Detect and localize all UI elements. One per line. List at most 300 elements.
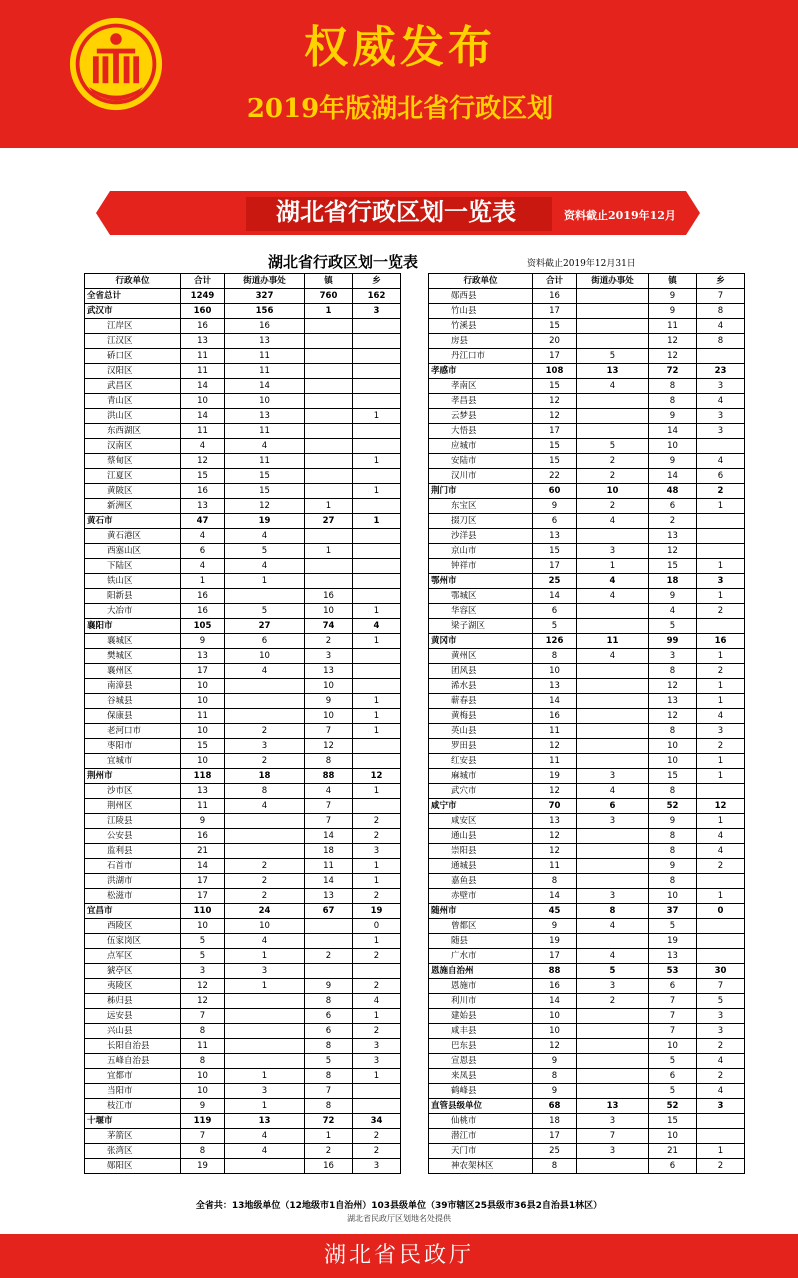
cell-name: 麻城市 <box>429 769 533 784</box>
cell-town: 52 <box>649 799 697 814</box>
cell-town: 1 <box>305 1129 353 1144</box>
cell-street: 1 <box>577 559 649 574</box>
cell-street <box>225 1024 305 1039</box>
cell-street: 1 <box>225 949 305 964</box>
cell-town: 7 <box>305 1084 353 1099</box>
cell-town: 2 <box>305 949 353 964</box>
cell-street <box>577 1069 649 1084</box>
table-left <box>84 273 401 1174</box>
cell-street: 3 <box>577 889 649 904</box>
cell-street <box>225 679 305 694</box>
cell-total: 110 <box>181 904 225 919</box>
table-row <box>429 424 745 439</box>
cell-street <box>225 1009 305 1024</box>
table-row <box>429 1009 745 1024</box>
cell-town <box>305 559 353 574</box>
table-row <box>85 1024 401 1039</box>
table-row <box>429 739 745 754</box>
cell-street: 3 <box>225 739 305 754</box>
table-row <box>85 874 401 889</box>
cell-name: 恩施市 <box>429 979 533 994</box>
cell-name: 襄阳市 <box>85 619 181 634</box>
cell-street <box>225 1039 305 1054</box>
cell-town: 6 <box>305 1009 353 1024</box>
cell-township: 1 <box>353 874 401 889</box>
cell-total: 5 <box>181 949 225 964</box>
cell-township: 12 <box>353 769 401 784</box>
cell-township <box>697 874 745 889</box>
table-row <box>429 709 745 724</box>
cell-name: 黄州区 <box>429 649 533 664</box>
cell-town: 10 <box>649 739 697 754</box>
cell-town: 8 <box>305 994 353 1009</box>
cell-town <box>305 439 353 454</box>
cell-town: 8 <box>305 1099 353 1114</box>
table-row <box>85 1099 401 1114</box>
cell-name: 秭归县 <box>85 994 181 1009</box>
cell-total: 11 <box>181 709 225 724</box>
cell-street: 4 <box>225 799 305 814</box>
cell-total: 10 <box>181 724 225 739</box>
cell-name: 竹溪县 <box>429 319 533 334</box>
cell-name: 孝昌县 <box>429 394 533 409</box>
cell-street: 10 <box>577 484 649 499</box>
cell-town: 10 <box>649 1129 697 1144</box>
table-row <box>85 679 401 694</box>
table-row <box>85 859 401 874</box>
cell-town: 99 <box>649 634 697 649</box>
table-row <box>429 679 745 694</box>
cell-town: 7 <box>649 994 697 1009</box>
cell-township <box>353 574 401 589</box>
cell-street <box>577 604 649 619</box>
cell-town <box>305 424 353 439</box>
cell-town: 13 <box>305 664 353 679</box>
cell-name: 伍家岗区 <box>85 934 181 949</box>
cell-total: 88 <box>533 964 577 979</box>
table-row <box>429 904 745 919</box>
table-row <box>429 649 745 664</box>
cell-total: 11 <box>181 1039 225 1054</box>
table-row <box>85 499 401 514</box>
cell-township: 2 <box>353 829 401 844</box>
cell-town <box>305 379 353 394</box>
cell-township <box>697 949 745 964</box>
cell-total: 16 <box>533 709 577 724</box>
cell-township: 16 <box>697 634 745 649</box>
cell-township <box>353 379 401 394</box>
cell-town: 9 <box>305 694 353 709</box>
cell-street: 4 <box>577 574 649 589</box>
cell-town: 19 <box>649 934 697 949</box>
cell-town: 7 <box>305 724 353 739</box>
cell-street: 10 <box>225 394 305 409</box>
cell-name: 红安县 <box>429 754 533 769</box>
table-row <box>429 979 745 994</box>
cell-name: 张湾区 <box>85 1144 181 1159</box>
cell-township <box>697 1129 745 1144</box>
cell-total: 12 <box>181 979 225 994</box>
banner-title: 湖北省行政区划一览表 <box>276 197 516 226</box>
cell-township <box>353 754 401 769</box>
table-row <box>429 589 745 604</box>
cell-township <box>697 784 745 799</box>
cell-name: 江夏区 <box>85 469 181 484</box>
cell-township: 1 <box>353 484 401 499</box>
cell-total: 5 <box>533 619 577 634</box>
cell-town: 67 <box>305 904 353 919</box>
cell-township: 4 <box>697 844 745 859</box>
cell-name: 宣恩县 <box>429 1054 533 1069</box>
cell-street: 4 <box>577 589 649 604</box>
cell-street: 6 <box>225 634 305 649</box>
cell-street: 8 <box>225 784 305 799</box>
table-row <box>85 349 401 364</box>
table-row <box>429 409 745 424</box>
cell-name: 茅箭区 <box>85 1129 181 1144</box>
cell-name: 石首市 <box>85 859 181 874</box>
cell-name: 当阳市 <box>85 1084 181 1099</box>
cell-street <box>225 1159 305 1174</box>
cell-total: 8 <box>181 1054 225 1069</box>
cell-town: 12 <box>649 709 697 724</box>
cell-total: 16 <box>181 604 225 619</box>
cell-total: 11 <box>533 724 577 739</box>
cell-township <box>697 934 745 949</box>
cell-total: 14 <box>181 379 225 394</box>
cell-name: 鹤峰县 <box>429 1084 533 1099</box>
cell-town: 7 <box>649 1009 697 1024</box>
cell-township: 1 <box>353 724 401 739</box>
cell-town: 14 <box>649 424 697 439</box>
cell-street: 11 <box>225 424 305 439</box>
cell-total: 17 <box>533 559 577 574</box>
table-row <box>85 1144 401 1159</box>
table-row <box>85 469 401 484</box>
cell-town: 6 <box>649 1159 697 1174</box>
cell-name: 谷城县 <box>85 694 181 709</box>
cell-town: 88 <box>305 769 353 784</box>
cell-total: 8 <box>533 1069 577 1084</box>
header-town: 镇 <box>649 274 697 289</box>
cell-township <box>353 1084 401 1099</box>
table-row <box>429 334 745 349</box>
cell-name: 英山县 <box>429 724 533 739</box>
cell-township: 1 <box>697 679 745 694</box>
cell-name: 大冶市 <box>85 604 181 619</box>
cell-total: 25 <box>533 574 577 589</box>
cell-town: 6 <box>649 979 697 994</box>
header-subtitle: 2019年版湖北省行政区划 <box>246 94 554 124</box>
cell-total: 4 <box>181 529 225 544</box>
cell-total: 17 <box>533 424 577 439</box>
cell-name: 硚口区 <box>85 349 181 364</box>
table-row <box>85 589 401 604</box>
cell-total: 118 <box>181 769 225 784</box>
cell-town: 9 <box>649 304 697 319</box>
cell-town: 9 <box>305 979 353 994</box>
cell-name: 江岸区 <box>85 319 181 334</box>
cell-town <box>305 574 353 589</box>
cell-township: 3 <box>697 379 745 394</box>
cell-township: 4 <box>697 394 745 409</box>
cell-township: 2 <box>697 1039 745 1054</box>
cell-street: 16 <box>225 319 305 334</box>
cell-street: 327 <box>225 289 305 304</box>
header-town: 镇 <box>305 274 353 289</box>
cell-name: 鄂城区 <box>429 589 533 604</box>
cell-street: 2 <box>577 454 649 469</box>
cell-town: 8 <box>649 874 697 889</box>
cell-township: 4 <box>697 709 745 724</box>
cell-township <box>353 679 401 694</box>
cell-name: 咸宁市 <box>429 799 533 814</box>
cell-township: 1 <box>697 649 745 664</box>
cell-town: 5 <box>649 619 697 634</box>
table-row <box>85 754 401 769</box>
cell-township: 2 <box>697 1159 745 1174</box>
cell-town: 12 <box>649 349 697 364</box>
cell-township: 1 <box>697 499 745 514</box>
cell-township: 1 <box>697 889 745 904</box>
cell-total: 119 <box>181 1114 225 1129</box>
cell-total: 10 <box>181 1084 225 1099</box>
cell-township: 5 <box>697 994 745 1009</box>
cell-street: 3 <box>577 769 649 784</box>
cell-total: 6 <box>181 544 225 559</box>
cell-township: 2 <box>353 979 401 994</box>
cell-name: 梁子湖区 <box>429 619 533 634</box>
cell-town: 74 <box>305 619 353 634</box>
cell-town: 9 <box>649 454 697 469</box>
table-row <box>85 364 401 379</box>
cell-total: 16 <box>181 589 225 604</box>
cell-township: 19 <box>353 904 401 919</box>
table-row <box>429 814 745 829</box>
cell-town: 9 <box>649 289 697 304</box>
cell-street: 11 <box>577 634 649 649</box>
cell-town: 14 <box>649 469 697 484</box>
cell-street <box>577 304 649 319</box>
cell-total: 9 <box>533 1084 577 1099</box>
cell-name: 黄梅县 <box>429 709 533 724</box>
cell-total: 70 <box>533 799 577 814</box>
cell-town: 9 <box>649 409 697 424</box>
cell-street <box>225 1054 305 1069</box>
cell-name: 通城县 <box>429 859 533 874</box>
cell-town: 13 <box>649 694 697 709</box>
cell-street <box>577 1024 649 1039</box>
cell-town: 7 <box>649 1024 697 1039</box>
cell-name: 东西湖区 <box>85 424 181 439</box>
summary-line: 全省共：13地级单位（12地级市1自治州）103县级单位（39市辖区25县级市36县2自治县1林区） <box>195 1201 603 1211</box>
table-row <box>85 964 401 979</box>
cell-total: 13 <box>533 679 577 694</box>
cell-township: 34 <box>353 1114 401 1129</box>
cell-street <box>225 829 305 844</box>
cell-street: 2 <box>225 889 305 904</box>
cell-township <box>697 1114 745 1129</box>
cell-township <box>353 349 401 364</box>
cell-total: 11 <box>181 364 225 379</box>
table-row <box>85 949 401 964</box>
cell-total: 17 <box>533 949 577 964</box>
cell-name: 猇亭区 <box>85 964 181 979</box>
cell-name: 京山市 <box>429 544 533 559</box>
cell-name: 随州市 <box>429 904 533 919</box>
cell-street <box>577 934 649 949</box>
cell-total: 15 <box>533 544 577 559</box>
cell-street <box>577 664 649 679</box>
cell-name: 蕲春县 <box>429 694 533 709</box>
cell-town: 37 <box>649 904 697 919</box>
cell-name: 孝南区 <box>429 379 533 394</box>
cell-name: 掇刀区 <box>429 514 533 529</box>
cell-township: 30 <box>697 964 745 979</box>
cell-township: 3 <box>353 1159 401 1174</box>
table-row <box>85 1009 401 1024</box>
cell-town <box>305 529 353 544</box>
cell-street <box>577 754 649 769</box>
table-row <box>429 394 745 409</box>
cell-town: 8 <box>305 1069 353 1084</box>
cell-street <box>577 1009 649 1024</box>
cell-town <box>305 394 353 409</box>
cell-street: 13 <box>225 1114 305 1129</box>
table-row <box>429 754 745 769</box>
cell-street: 2 <box>225 724 305 739</box>
table-row <box>85 814 401 829</box>
cell-total: 7 <box>181 1129 225 1144</box>
cell-total: 8 <box>533 1159 577 1174</box>
cell-street <box>225 709 305 724</box>
cell-name: 黄陂区 <box>85 484 181 499</box>
cell-township: 3 <box>697 1009 745 1024</box>
table-row <box>85 304 401 319</box>
cell-town: 8 <box>649 379 697 394</box>
header-township: 乡 <box>353 274 401 289</box>
table-row <box>429 844 745 859</box>
cell-street <box>577 874 649 889</box>
table-row <box>429 934 745 949</box>
cell-town: 8 <box>649 829 697 844</box>
cell-township <box>697 529 745 544</box>
cell-street: 4 <box>225 559 305 574</box>
cell-township: 1 <box>353 1009 401 1024</box>
cell-township <box>353 319 401 334</box>
cell-name: 随县 <box>429 934 533 949</box>
cell-town: 1 <box>305 304 353 319</box>
cell-name: 郧西县 <box>429 289 533 304</box>
table-row <box>429 574 745 589</box>
cell-township <box>353 469 401 484</box>
cell-name: 樊城区 <box>85 649 181 664</box>
cell-name: 直管县级单位 <box>429 1099 533 1114</box>
table-row <box>429 439 745 454</box>
header-street: 街道办事处 <box>577 274 649 289</box>
cell-township: 23 <box>697 364 745 379</box>
cell-town: 6 <box>305 1024 353 1039</box>
cell-total: 15 <box>533 379 577 394</box>
cell-township: 3 <box>697 424 745 439</box>
cell-name: 潜江市 <box>429 1129 533 1144</box>
cell-street <box>577 409 649 424</box>
cell-total: 60 <box>533 484 577 499</box>
cell-township: 0 <box>353 919 401 934</box>
cell-township: 1 <box>353 694 401 709</box>
table-row <box>429 514 745 529</box>
cell-township <box>353 589 401 604</box>
cell-street: 3 <box>577 979 649 994</box>
cell-name: 孝感市 <box>429 364 533 379</box>
cell-town: 52 <box>649 1099 697 1114</box>
cell-street: 15 <box>225 469 305 484</box>
table-row <box>429 544 745 559</box>
cell-name: 郧阳区 <box>85 1159 181 1174</box>
cell-total: 10 <box>181 679 225 694</box>
cell-town: 5 <box>305 1054 353 1069</box>
cell-town: 8 <box>305 754 353 769</box>
cell-street: 13 <box>577 1099 649 1114</box>
table-row <box>85 694 401 709</box>
cell-street <box>577 619 649 634</box>
table-row <box>85 619 401 634</box>
cell-township: 2 <box>697 859 745 874</box>
table-row <box>429 559 745 574</box>
cell-name: 华容区 <box>429 604 533 619</box>
cell-town: 48 <box>649 484 697 499</box>
table-row <box>85 454 401 469</box>
cell-township: 4 <box>697 319 745 334</box>
cell-name: 黄石港区 <box>85 529 181 544</box>
table-row <box>85 559 401 574</box>
cell-street <box>577 1039 649 1054</box>
footer-text: 湖北省民政厅 <box>323 1243 474 1268</box>
cell-name: 襄州区 <box>85 664 181 679</box>
cell-street: 8 <box>577 904 649 919</box>
cell-street: 12 <box>225 499 305 514</box>
cell-name: 仙桃市 <box>429 1114 533 1129</box>
cell-town: 10 <box>305 679 353 694</box>
cell-total: 105 <box>181 619 225 634</box>
cell-street: 14 <box>225 379 305 394</box>
cell-street <box>577 289 649 304</box>
header-total: 合计 <box>181 274 225 289</box>
cell-total: 16 <box>533 289 577 304</box>
cell-town: 10 <box>305 604 353 619</box>
cell-town: 9 <box>649 814 697 829</box>
cell-township <box>697 619 745 634</box>
cell-total: 14 <box>181 859 225 874</box>
cell-street: 13 <box>577 364 649 379</box>
cell-street <box>577 859 649 874</box>
table-row <box>85 289 401 304</box>
footer-bar <box>0 1234 798 1278</box>
table-row <box>85 604 401 619</box>
cell-town: 10 <box>305 709 353 724</box>
cell-name: 荆门市 <box>429 484 533 499</box>
header-township: 乡 <box>697 274 745 289</box>
cell-street <box>577 829 649 844</box>
cell-total: 15 <box>533 439 577 454</box>
cell-township <box>353 334 401 349</box>
table-row <box>85 439 401 454</box>
cell-total: 3 <box>181 964 225 979</box>
cell-street: 13 <box>225 409 305 424</box>
cell-total: 11 <box>181 424 225 439</box>
source-line: 湖北省民政厅区划地名处提供 <box>347 1214 451 1223</box>
cell-township <box>353 394 401 409</box>
